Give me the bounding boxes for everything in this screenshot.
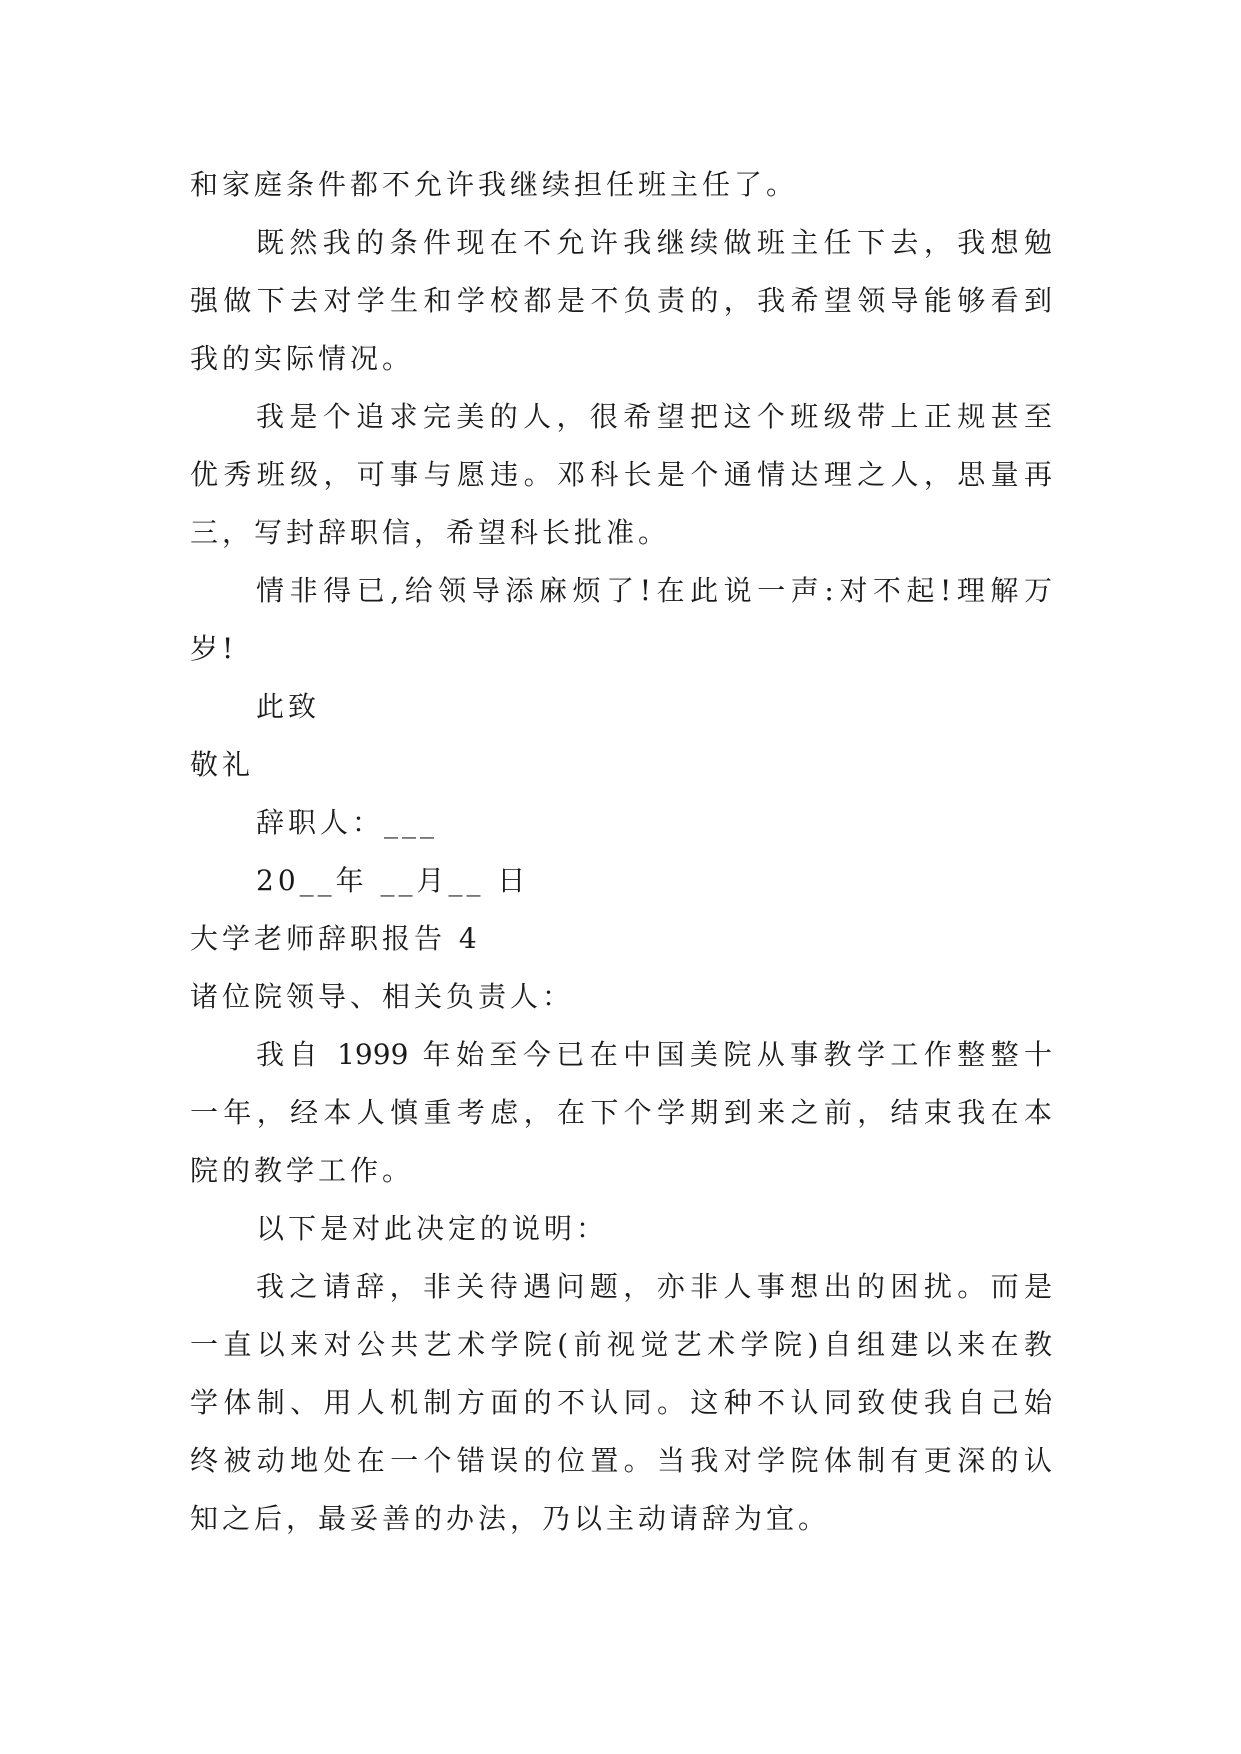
text-line: 院的教学工作。	[190, 1154, 415, 1187]
closing-regards: 敬礼	[190, 748, 255, 781]
text-line: 知之后，最妥善的办法，乃以主动请辞为宜。	[190, 1502, 831, 1535]
text-line: 我自 1999 年始至今已在中国美院从事教学工作整整十	[256, 1038, 1052, 1071]
text-line: 我是个追求完美的人，很希望把这个班级带上正规甚至	[256, 400, 1052, 433]
text-line: 以下是对此决定的说明：	[256, 1212, 609, 1245]
signature-line: 辞职人：___	[256, 806, 439, 839]
text-line: 三，写封辞职信，希望科长批准。	[190, 516, 671, 549]
text-line: 学体制、用人机制方面的不认同。这种不认同致使我自己始	[190, 1386, 1052, 1419]
text-line: 我之请辞，非关待遇问题，亦非人事想出的困扰。而是	[256, 1270, 1052, 1303]
document-page	[190, 156, 1052, 1548]
text-line: 强做下去对学生和学校都是不负责的，我希望领导能够看到	[190, 284, 1052, 317]
text-line: 终被动地处在一个错误的位置。当我对学院体制有更深的认	[190, 1444, 1052, 1477]
section-title: 大学老师辞职报告 4	[190, 922, 481, 955]
date-line: 20__年 __月__ 日	[256, 864, 530, 897]
text-line: 一年，经本人慎重考虑，在下个学期到来之前，结束我在本	[190, 1096, 1052, 1129]
closing-salutation: 此致	[256, 690, 321, 723]
letter-salutation: 诸位院领导、相关负责人：	[190, 980, 575, 1013]
text-line: 我的实际情况。	[190, 342, 415, 375]
text-line: 情非得已,给领导添麻烦了!在此说一声:对不起!理解万	[256, 574, 1052, 607]
text-line: 岁!	[190, 632, 238, 665]
text-line: 一直以来对公共艺术学院(前视觉艺术学院)自组建以来在教	[190, 1328, 1052, 1361]
text-line: 优秀班级，可事与愿违。邓科长是个通情达理之人，思量再	[190, 458, 1052, 491]
text-line: 既然我的条件现在不允许我继续做班主任下去，我想勉	[256, 226, 1052, 259]
text-line: 和家庭条件都不允许我继续担任班主任了。	[190, 168, 799, 201]
